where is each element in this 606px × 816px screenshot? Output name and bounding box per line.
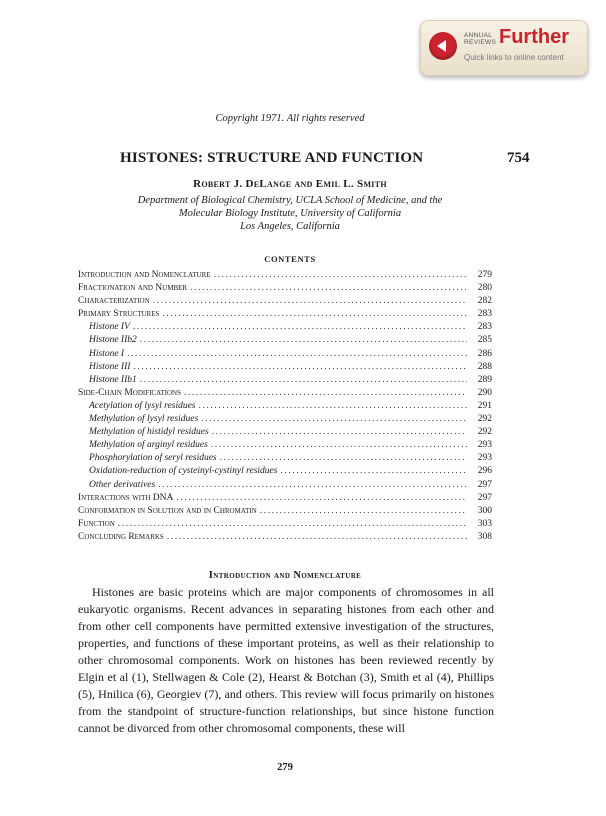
toc-entry-label: Acetylation of lysyl residues bbox=[89, 400, 196, 411]
toc-entry-label: Concluding Remarks bbox=[78, 531, 164, 542]
toc-entry-page: 280 bbox=[477, 283, 492, 294]
toc-leader-dots bbox=[118, 519, 467, 529]
toc-entry-page: 288 bbox=[477, 361, 492, 372]
toc-entry-label: Histone IV bbox=[89, 322, 130, 333]
toc-entry bbox=[78, 440, 492, 453]
brand-line-2: REVIEWS bbox=[464, 39, 497, 46]
brand-line-1: ANNUAL bbox=[464, 32, 493, 39]
body-paragraph: Histones are basic proteins which are major components of chromosomes in all eukaryotic organisms. Recent advances in separating histones from each other and from other cell components have permitted extensive investigation of the structures, properties, and functions of these important proteins, as well as their relationship to other chromosomal components. Work on histones has been reviewed recently by Elgin et al (1), Stellwagen & Cole (2), Hearst & Botchan (3), Smith et al (4), Phillips (5), Hnilica (6), Georgiev (7), and others. This review will focus primarily on histones from the standpoint of structure-function relationships, but since histone function cannot be divorced from other chromosomal components, these will bbox=[78, 585, 494, 735]
toc-entry-page: 283 bbox=[477, 309, 492, 320]
toc-entry-page: 279 bbox=[477, 270, 492, 280]
toc-entry-page: 289 bbox=[477, 374, 492, 385]
toc-entry-page: 300 bbox=[477, 505, 492, 516]
toc-entry-page: 290 bbox=[477, 387, 492, 398]
affiliation-line-1: Department of Biological Chemistry, UCLA School of Medicine, and the bbox=[137, 195, 443, 206]
toc-entry-page: 292 bbox=[477, 427, 492, 438]
toc-entry-page: 293 bbox=[477, 453, 492, 464]
authors: Robert J. DeLange and Emil L. Smith bbox=[193, 178, 387, 190]
toc-leader-dots bbox=[184, 388, 467, 398]
toc-entry bbox=[78, 296, 492, 309]
toc-entry-page: 292 bbox=[477, 414, 492, 425]
toc-entry-page: 285 bbox=[477, 335, 492, 346]
annual-reviews-logo bbox=[464, 32, 496, 46]
toc-entry-label: Conformation in Solution and in Chromatin bbox=[78, 505, 257, 516]
toc-leader-dots bbox=[260, 506, 467, 516]
further-subtitle: Quick links to online content bbox=[464, 53, 564, 62]
toc-leader-dots bbox=[158, 480, 467, 490]
toc-entry bbox=[78, 466, 492, 479]
toc-entry bbox=[78, 349, 492, 362]
toc-entry-label: Phosphorylation of seryl residues bbox=[89, 453, 217, 464]
toc-entry bbox=[78, 335, 492, 348]
table-of-contents bbox=[78, 270, 492, 545]
toc-entry-label: Methylation of arginyl residues bbox=[89, 440, 208, 451]
section-heading: Introduction and Nomenclature bbox=[208, 570, 362, 581]
toc-leader-dots bbox=[133, 322, 467, 332]
toc-entry bbox=[78, 493, 492, 506]
toc-entry bbox=[78, 362, 492, 375]
further-word: Further bbox=[499, 26, 569, 48]
toc-entry-page: 297 bbox=[477, 479, 492, 490]
toc-entry-label: Fractionation and Number bbox=[78, 283, 188, 294]
toc-entry-label: Methylation of lysyl residues bbox=[89, 414, 199, 425]
toc-entry-label: Function bbox=[78, 518, 115, 529]
toc-entry-label: Histone I bbox=[89, 348, 125, 359]
toc-entry bbox=[78, 427, 492, 440]
toc-entry bbox=[78, 414, 492, 427]
toc-leader-dots bbox=[127, 349, 467, 359]
toc-leader-dots bbox=[140, 375, 467, 385]
toc-entry bbox=[78, 283, 492, 296]
article-title: HISTONES: STRUCTURE AND FUNCTION bbox=[120, 150, 424, 166]
toc-leader-dots bbox=[190, 283, 467, 293]
toc-leader-dots bbox=[214, 270, 467, 280]
toc-entry bbox=[78, 270, 492, 283]
toc-entry bbox=[78, 453, 492, 466]
article-number: 754 bbox=[507, 150, 530, 166]
toc-entry-page: 303 bbox=[477, 518, 492, 529]
toc-entry-page: 308 bbox=[477, 531, 492, 542]
copyright-line: Copyright 1971. All rights reserved bbox=[215, 113, 365, 124]
toc-leader-dots bbox=[167, 532, 467, 542]
toc-entry bbox=[78, 322, 492, 335]
toc-entry bbox=[78, 519, 492, 532]
toc-leader-dots bbox=[153, 296, 467, 306]
toc-entry bbox=[78, 388, 492, 401]
toc-entry-label: Interactions with DNA bbox=[78, 492, 174, 503]
toc-leader-dots bbox=[133, 362, 467, 372]
toc-entry-page: 291 bbox=[477, 400, 492, 411]
toc-entry bbox=[78, 480, 492, 493]
page-number: 279 bbox=[277, 762, 293, 773]
toc-entry-label: Side-Chain Modifications bbox=[78, 387, 181, 398]
toc-entry bbox=[78, 401, 492, 414]
toc-entry-label: Characterization bbox=[78, 296, 150, 307]
toc-leader-dots bbox=[280, 466, 467, 476]
toc-entry bbox=[78, 506, 492, 519]
toc-entry-label: Oxidation-reduction of cysteinyl-cystinyl residues bbox=[89, 466, 278, 477]
toc-entry-label: Histone IIb1 bbox=[89, 374, 137, 385]
play-back-arrow-icon[interactable] bbox=[429, 32, 457, 60]
toc-entry bbox=[78, 309, 492, 322]
toc-entry-page: 286 bbox=[477, 348, 492, 359]
contents-heading: CONTENTS bbox=[264, 254, 316, 264]
toc-leader-dots bbox=[211, 440, 467, 450]
toc-leader-dots bbox=[199, 401, 468, 411]
toc-leader-dots bbox=[212, 427, 467, 437]
toc-leader-dots bbox=[140, 335, 467, 345]
further-badge[interactable] bbox=[420, 20, 588, 76]
toc-entry-page: 297 bbox=[477, 492, 492, 503]
toc-entry-page: 283 bbox=[477, 322, 492, 333]
toc-entry bbox=[78, 375, 492, 388]
toc-leader-dots bbox=[176, 493, 467, 503]
toc-leader-dots bbox=[162, 309, 467, 319]
toc-entry bbox=[78, 532, 492, 545]
toc-entry-label: Histone IIb2 bbox=[89, 335, 137, 346]
toc-entry-page: 282 bbox=[477, 296, 492, 307]
toc-entry-label: Introduction and Nomenclature bbox=[78, 270, 211, 280]
toc-entry-label: Methylation of histidyl residues bbox=[89, 427, 209, 438]
toc-entry-label: Primary Structures bbox=[78, 309, 160, 320]
toc-entry-label: Histone III bbox=[89, 361, 131, 372]
toc-entry-page: 293 bbox=[477, 440, 492, 451]
toc-leader-dots bbox=[220, 453, 467, 463]
toc-entry-page: 296 bbox=[477, 466, 492, 477]
affiliation-line-3: Los Angeles, California bbox=[240, 221, 340, 232]
affiliation-line-2: Molecular Biology Institute, University of California bbox=[178, 208, 402, 219]
toc-leader-dots bbox=[201, 414, 467, 424]
toc-entry-label: Other derivatives bbox=[89, 479, 156, 490]
